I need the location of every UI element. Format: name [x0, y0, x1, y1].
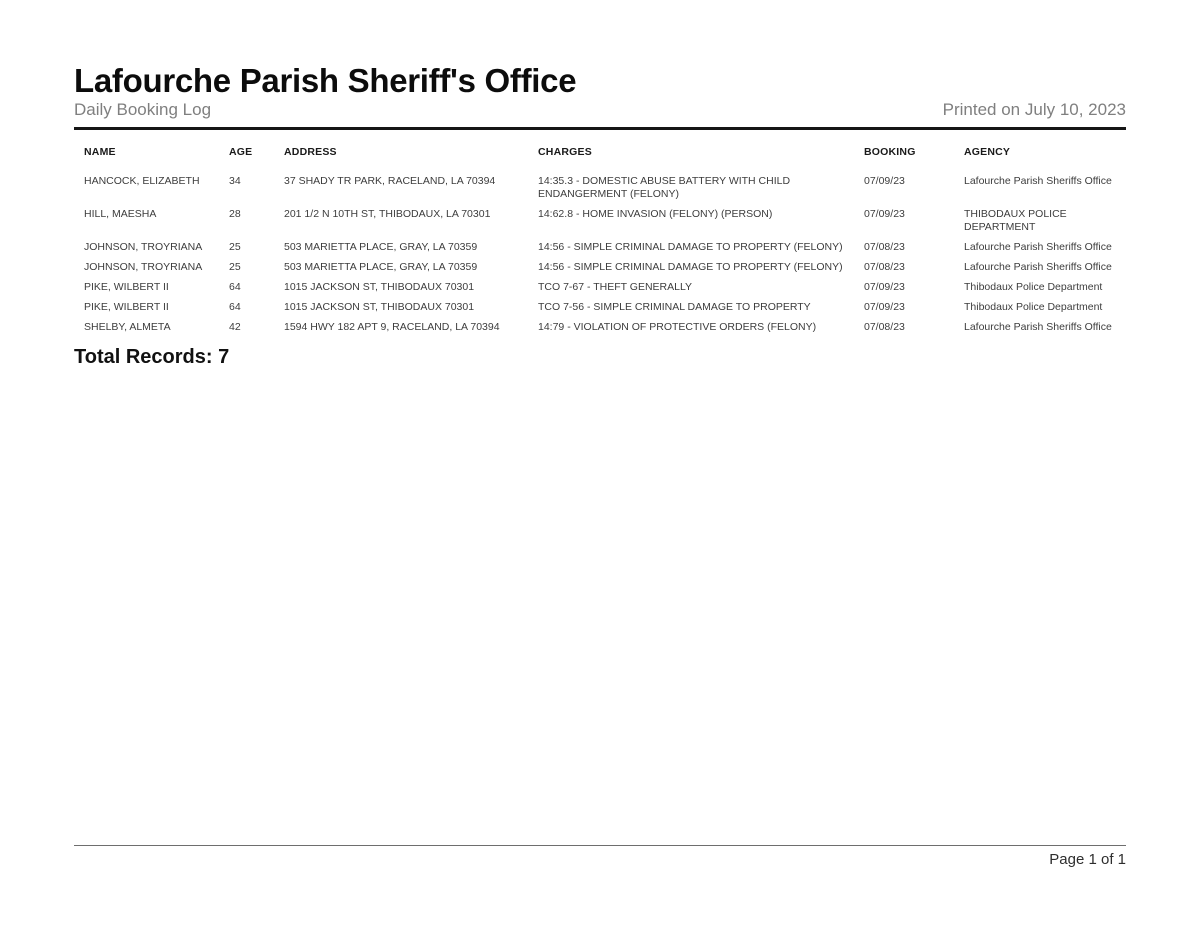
table-header-row — [74, 146, 1126, 175]
cell-charges: 14:56 - SIMPLE CRIMINAL DAMAGE TO PROPERTY (FELONY) — [538, 261, 843, 273]
cell-charges: 14:35.3 - DOMESTIC ABUSE BATTERY WITH CHILD ENDANGERMENT (FELONY) — [538, 175, 791, 200]
cell-agency: Thibodaux Police Department — [964, 301, 1103, 313]
cell-name: PIKE, WILBERT II — [84, 281, 169, 293]
page-footer — [74, 845, 1126, 868]
cell-age: 64 — [229, 281, 241, 293]
cell-name: JOHNSON, TROYRIANA — [84, 261, 203, 273]
column-header-age: AGE — [229, 146, 253, 158]
cell-agency: Lafourche Parish Sheriffs Office — [964, 175, 1112, 187]
column-header-booking: BOOKING — [864, 146, 916, 158]
subtitle-row — [74, 100, 1126, 130]
report-subtitle: Daily Booking Log — [74, 100, 212, 119]
cell-charges: 14:56 - SIMPLE CRIMINAL DAMAGE TO PROPERTY (FELONY) — [538, 241, 843, 253]
cell-booking: 07/09/23 — [864, 301, 905, 313]
page-title: Lafourche Parish Sheriff's Office — [74, 62, 577, 99]
cell-charges: 14:79 - VIOLATION OF PROTECTIVE ORDERS (FELONY) — [538, 321, 817, 333]
cell-charges: 14:62.8 - HOME INVASION (FELONY) (PERSON) — [538, 208, 773, 220]
cell-age: 25 — [229, 261, 241, 273]
table-row — [74, 241, 1126, 261]
cell-age: 64 — [229, 301, 241, 313]
table-row — [74, 301, 1126, 321]
cell-address: 37 SHADY TR PARK, RACELAND, LA 70394 — [284, 175, 496, 187]
cell-address: 503 MARIETTA PLACE, GRAY, LA 70359 — [284, 261, 478, 273]
cell-agency: THIBODAUX POLICE DEPARTMENT — [964, 208, 1067, 233]
cell-address: 1015 JACKSON ST, THIBODAUX 70301 — [284, 281, 475, 293]
cell-name: HANCOCK, ELIZABETH — [84, 175, 200, 187]
cell-agency: Lafourche Parish Sheriffs Office — [964, 321, 1112, 333]
cell-booking: 07/09/23 — [864, 175, 905, 187]
booking-table — [74, 146, 1126, 341]
table-row — [74, 261, 1126, 281]
cell-age: 28 — [229, 208, 241, 220]
cell-name: HILL, MAESHA — [84, 208, 157, 220]
table-row — [74, 208, 1126, 241]
column-header-address: ADDRESS — [284, 146, 337, 158]
cell-charges: TCO 7-56 - SIMPLE CRIMINAL DAMAGE TO PROPERTY — [538, 301, 811, 313]
cell-booking: 07/09/23 — [864, 281, 905, 293]
cell-charges: TCO 7-67 - THEFT GENERALLY — [538, 281, 693, 293]
total-records: Total Records: 7 — [74, 346, 230, 368]
cell-address: 1015 JACKSON ST, THIBODAUX 70301 — [284, 301, 475, 313]
column-header-charges: CHARGES — [538, 146, 592, 158]
cell-address: 1594 HWY 182 APT 9, RACELAND, LA 70394 — [284, 321, 500, 333]
report-page — [0, 0, 1200, 369]
cell-agency: Lafourche Parish Sheriffs Office — [964, 261, 1112, 273]
cell-address: 503 MARIETTA PLACE, GRAY, LA 70359 — [284, 241, 478, 253]
table-header — [74, 146, 1126, 175]
printed-date: Printed on July 10, 2023 — [942, 100, 1126, 119]
cell-age: 25 — [229, 241, 241, 253]
cell-booking: 07/08/23 — [864, 261, 905, 273]
cell-address: 201 1/2 N 10TH ST, THIBODAUX, LA 70301 — [284, 208, 491, 220]
cell-name: JOHNSON, TROYRIANA — [84, 241, 203, 253]
cell-name: SHELBY, ALMETA — [84, 321, 171, 333]
table-body — [74, 175, 1126, 341]
table-row — [74, 175, 1126, 208]
cell-booking: 07/08/23 — [864, 321, 905, 333]
cell-age: 34 — [229, 175, 241, 187]
column-header-name: NAME — [84, 146, 116, 158]
cell-age: 42 — [229, 321, 241, 333]
page-indicator: Page 1 of 1 — [1049, 851, 1126, 868]
table-row — [74, 321, 1126, 341]
table-row — [74, 281, 1126, 301]
cell-booking: 07/09/23 — [864, 208, 905, 220]
column-header-agency: AGENCY — [964, 146, 1011, 158]
cell-name: PIKE, WILBERT II — [84, 301, 169, 313]
cell-agency: Lafourche Parish Sheriffs Office — [964, 241, 1112, 253]
cell-agency: Thibodaux Police Department — [964, 281, 1103, 293]
cell-booking: 07/08/23 — [864, 241, 905, 253]
